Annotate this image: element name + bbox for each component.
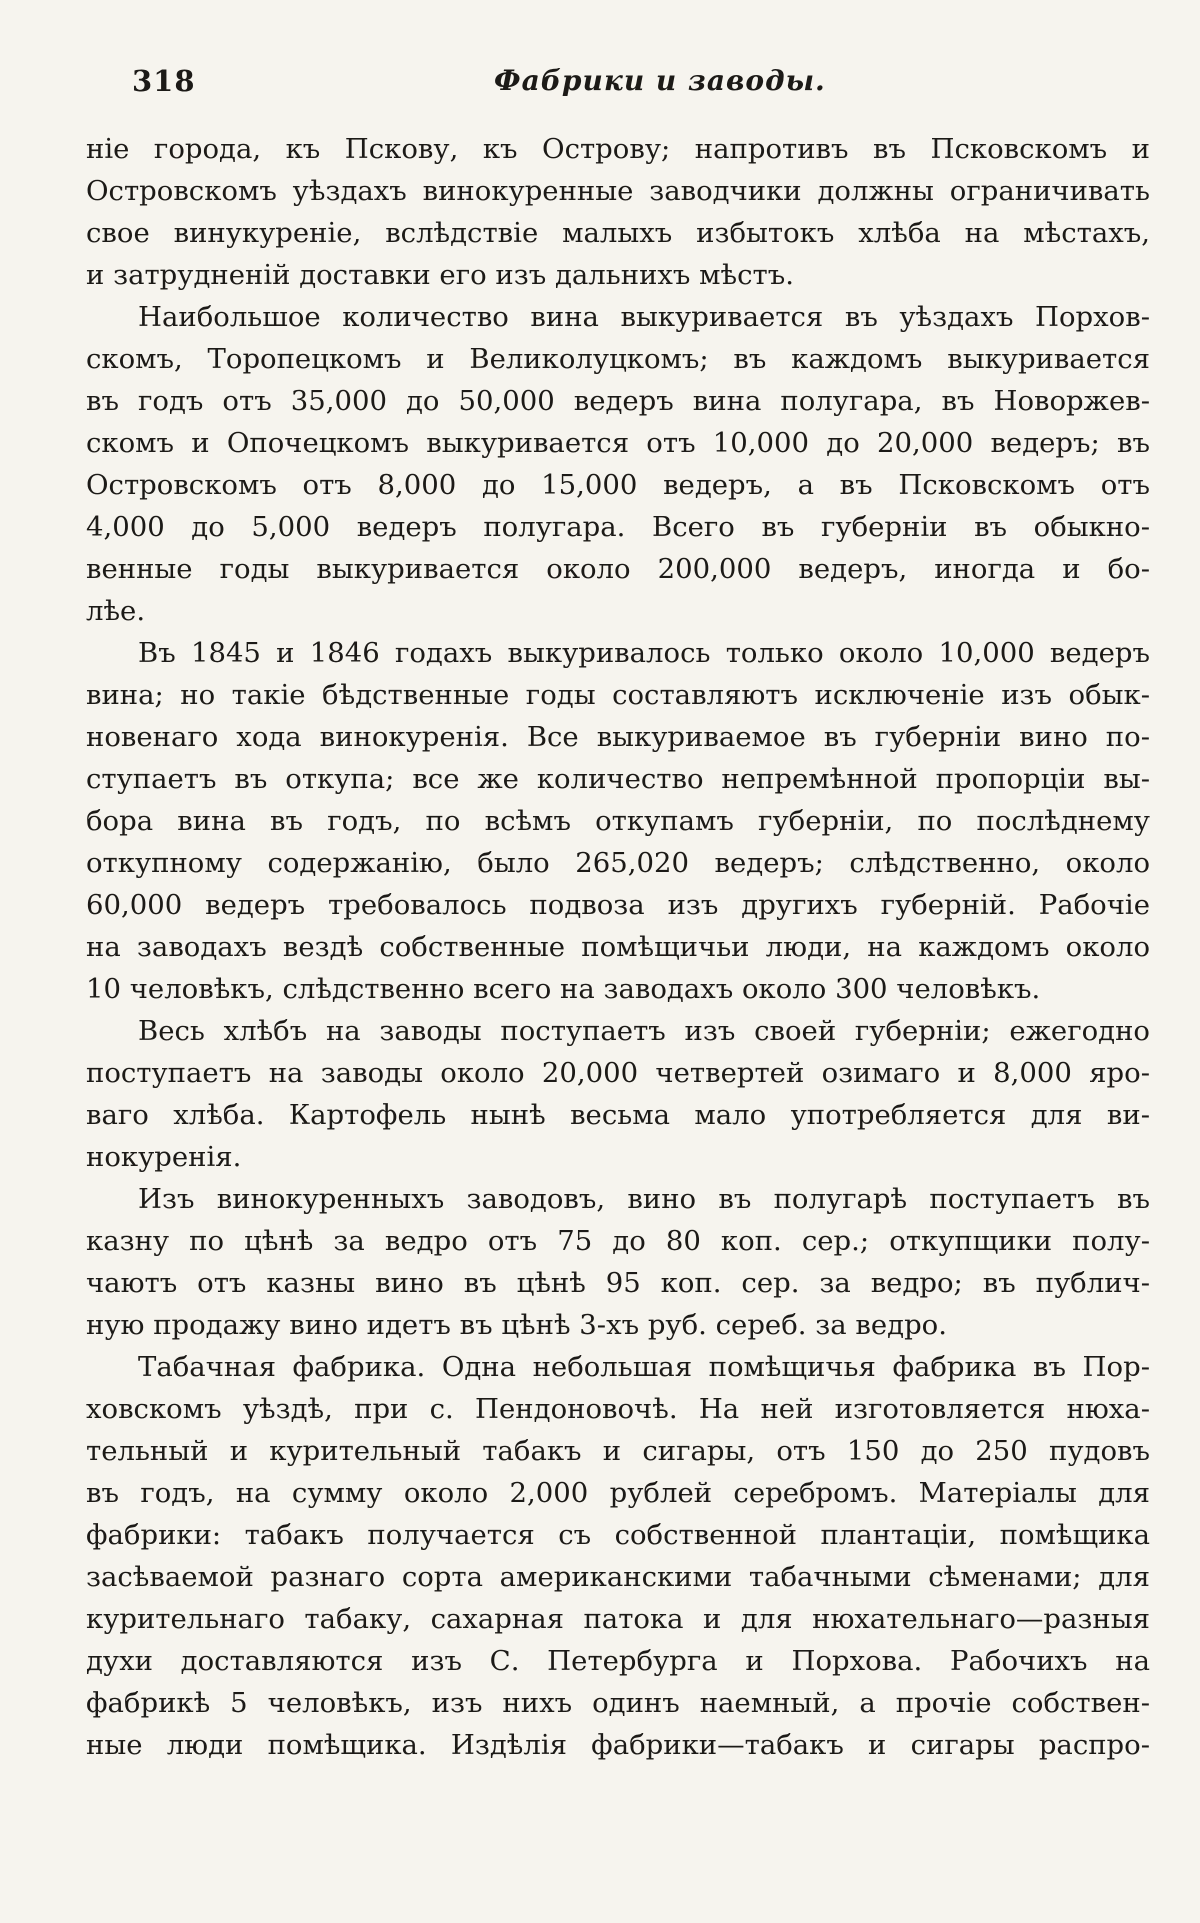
text-line: бора вина въ годъ, по всѣмъ откупамъ губерніи, по послѣднему <box>86 805 1150 837</box>
text-line: свое винукуреніе, вслѣдствіе малыхъ избытокъ хлѣба на мѣстахъ, <box>86 217 1150 249</box>
text-line: 10 человѣкъ, слѣдственно всего на заводахъ около 300 человѣкъ. <box>86 973 1041 1005</box>
text-line: казну по цѣнѣ за ведро отъ 75 до 80 коп. сер.; откупщики полу- <box>86 1225 1150 1257</box>
text-line: Изъ винокуренныхъ заводовъ, вино въ полугарѣ поступаетъ въ <box>138 1183 1150 1215</box>
text-line: ные люди помѣщика. Издѣлія фабрики—табакъ и сигары распро- <box>86 1729 1150 1761</box>
text-line: засѣваемой разнаго сорта американскими табачными сѣменами; для <box>86 1561 1150 1593</box>
text-line: фабрикѣ 5 человѣкъ, изъ нихъ одинъ наемный, а прочіе собствен- <box>86 1687 1150 1719</box>
text-line: духи доставляются изъ С. Петербурга и Порхова. Рабочихъ на <box>86 1645 1150 1677</box>
text-line: ную продажу вино идетъ въ цѣнѣ 3-хъ руб. сереб. за ведро. <box>86 1309 947 1341</box>
text-line: фабрики: табакъ получается съ собственной плантаціи, помѣщика <box>86 1519 1150 1551</box>
text-line: скомъ и Опочецкомъ выкуривается отъ 10,000 до 20,000 ведеръ; въ <box>86 427 1150 459</box>
text-line: новенаго хода винокуренія. Все выкуриваемое въ губерніи вино по- <box>86 721 1150 753</box>
text-line: курительнаго табаку, сахарная патока и для нюхательнаго—разныя <box>86 1603 1150 1635</box>
running-head <box>86 56 1150 108</box>
text-line: Табачная фабрика. Одна небольшая помѣщичья фабрика въ Пор- <box>138 1351 1150 1383</box>
text-line: Островскомъ отъ 8,000 до 15,000 ведеръ, а въ Псковскомъ отъ <box>86 469 1150 501</box>
text-line: лѣе. <box>86 595 146 627</box>
text-line: ніе города, къ Пскову, къ Острову; напротивъ въ Псковскомъ и <box>86 133 1150 165</box>
text-line: Наибольшое количество вина выкуривается въ уѣздахъ Порхов- <box>138 301 1150 333</box>
text-line: откупному содержанію, было 265,020 ведеръ; слѣдственно, около <box>86 847 1150 879</box>
text-line: чаютъ отъ казны вино въ цѣнѣ 95 коп. сер. за ведро; въ публич- <box>86 1267 1150 1299</box>
text-line: тельный и курительный табакъ и сигары, отъ 150 до 250 пудовъ <box>86 1435 1150 1467</box>
text-line: въ годъ отъ 35,000 до 50,000 ведеръ вина полугара, въ Новоржев- <box>86 385 1150 417</box>
text-line: поступаетъ на заводы около 20,000 четвертей озимаго и 8,000 яро- <box>86 1057 1150 1089</box>
text-line: ступаетъ въ откупа; все же количество непремѣнной пропорціи вы- <box>86 763 1150 795</box>
text-line: венные годы выкуривается около 200,000 ведеръ, иногда и бо- <box>86 553 1150 585</box>
text-line: нокуренія. <box>86 1141 242 1173</box>
text-line: скомъ, Торопецкомъ и Великолуцкомъ; въ каждомъ выкуривается <box>86 343 1150 375</box>
running-title: Фабрики и заводы. <box>494 64 826 97</box>
text-line: на заводахъ вездѣ собственные помѣщичьи люди, на каждомъ около <box>86 931 1150 963</box>
text-line: ховскомъ уѣздѣ, при с. Пендоновочѣ. На ней изготовляется нюха- <box>86 1393 1150 1425</box>
text-line: въ годъ, на сумму около 2,000 рублей серебромъ. Матеріалы для <box>86 1477 1150 1509</box>
body-text <box>86 128 1150 1766</box>
text-line: 4,000 до 5,000 ведеръ полугара. Всего въ губерніи въ обыкно- <box>86 511 1150 543</box>
text-line: 60,000 ведеръ требовалось подвоза изъ другихъ губерній. Рабочіе <box>86 889 1150 921</box>
text-line: Весь хлѣбъ на заводы поступаетъ изъ своей губерніи; ежегодно <box>138 1015 1150 1047</box>
text-line: Въ 1845 и 1846 годахъ выкуривалось только около 10,000 ведеръ <box>138 637 1150 669</box>
page-number: 318 <box>132 64 196 98</box>
text-line: Островскомъ уѣздахъ винокуренные заводчики должны ограничивать <box>86 175 1150 207</box>
book-page <box>86 56 1150 1886</box>
text-line: и затрудненій доставки его изъ дальнихъ мѣстъ. <box>86 259 794 291</box>
text-line: вина; но такіе бѣдственные годы составляютъ исключеніе изъ обык- <box>86 679 1150 711</box>
text-line: ваго хлѣба. Картофель нынѣ весьма мало употребляется для ви- <box>86 1099 1150 1131</box>
